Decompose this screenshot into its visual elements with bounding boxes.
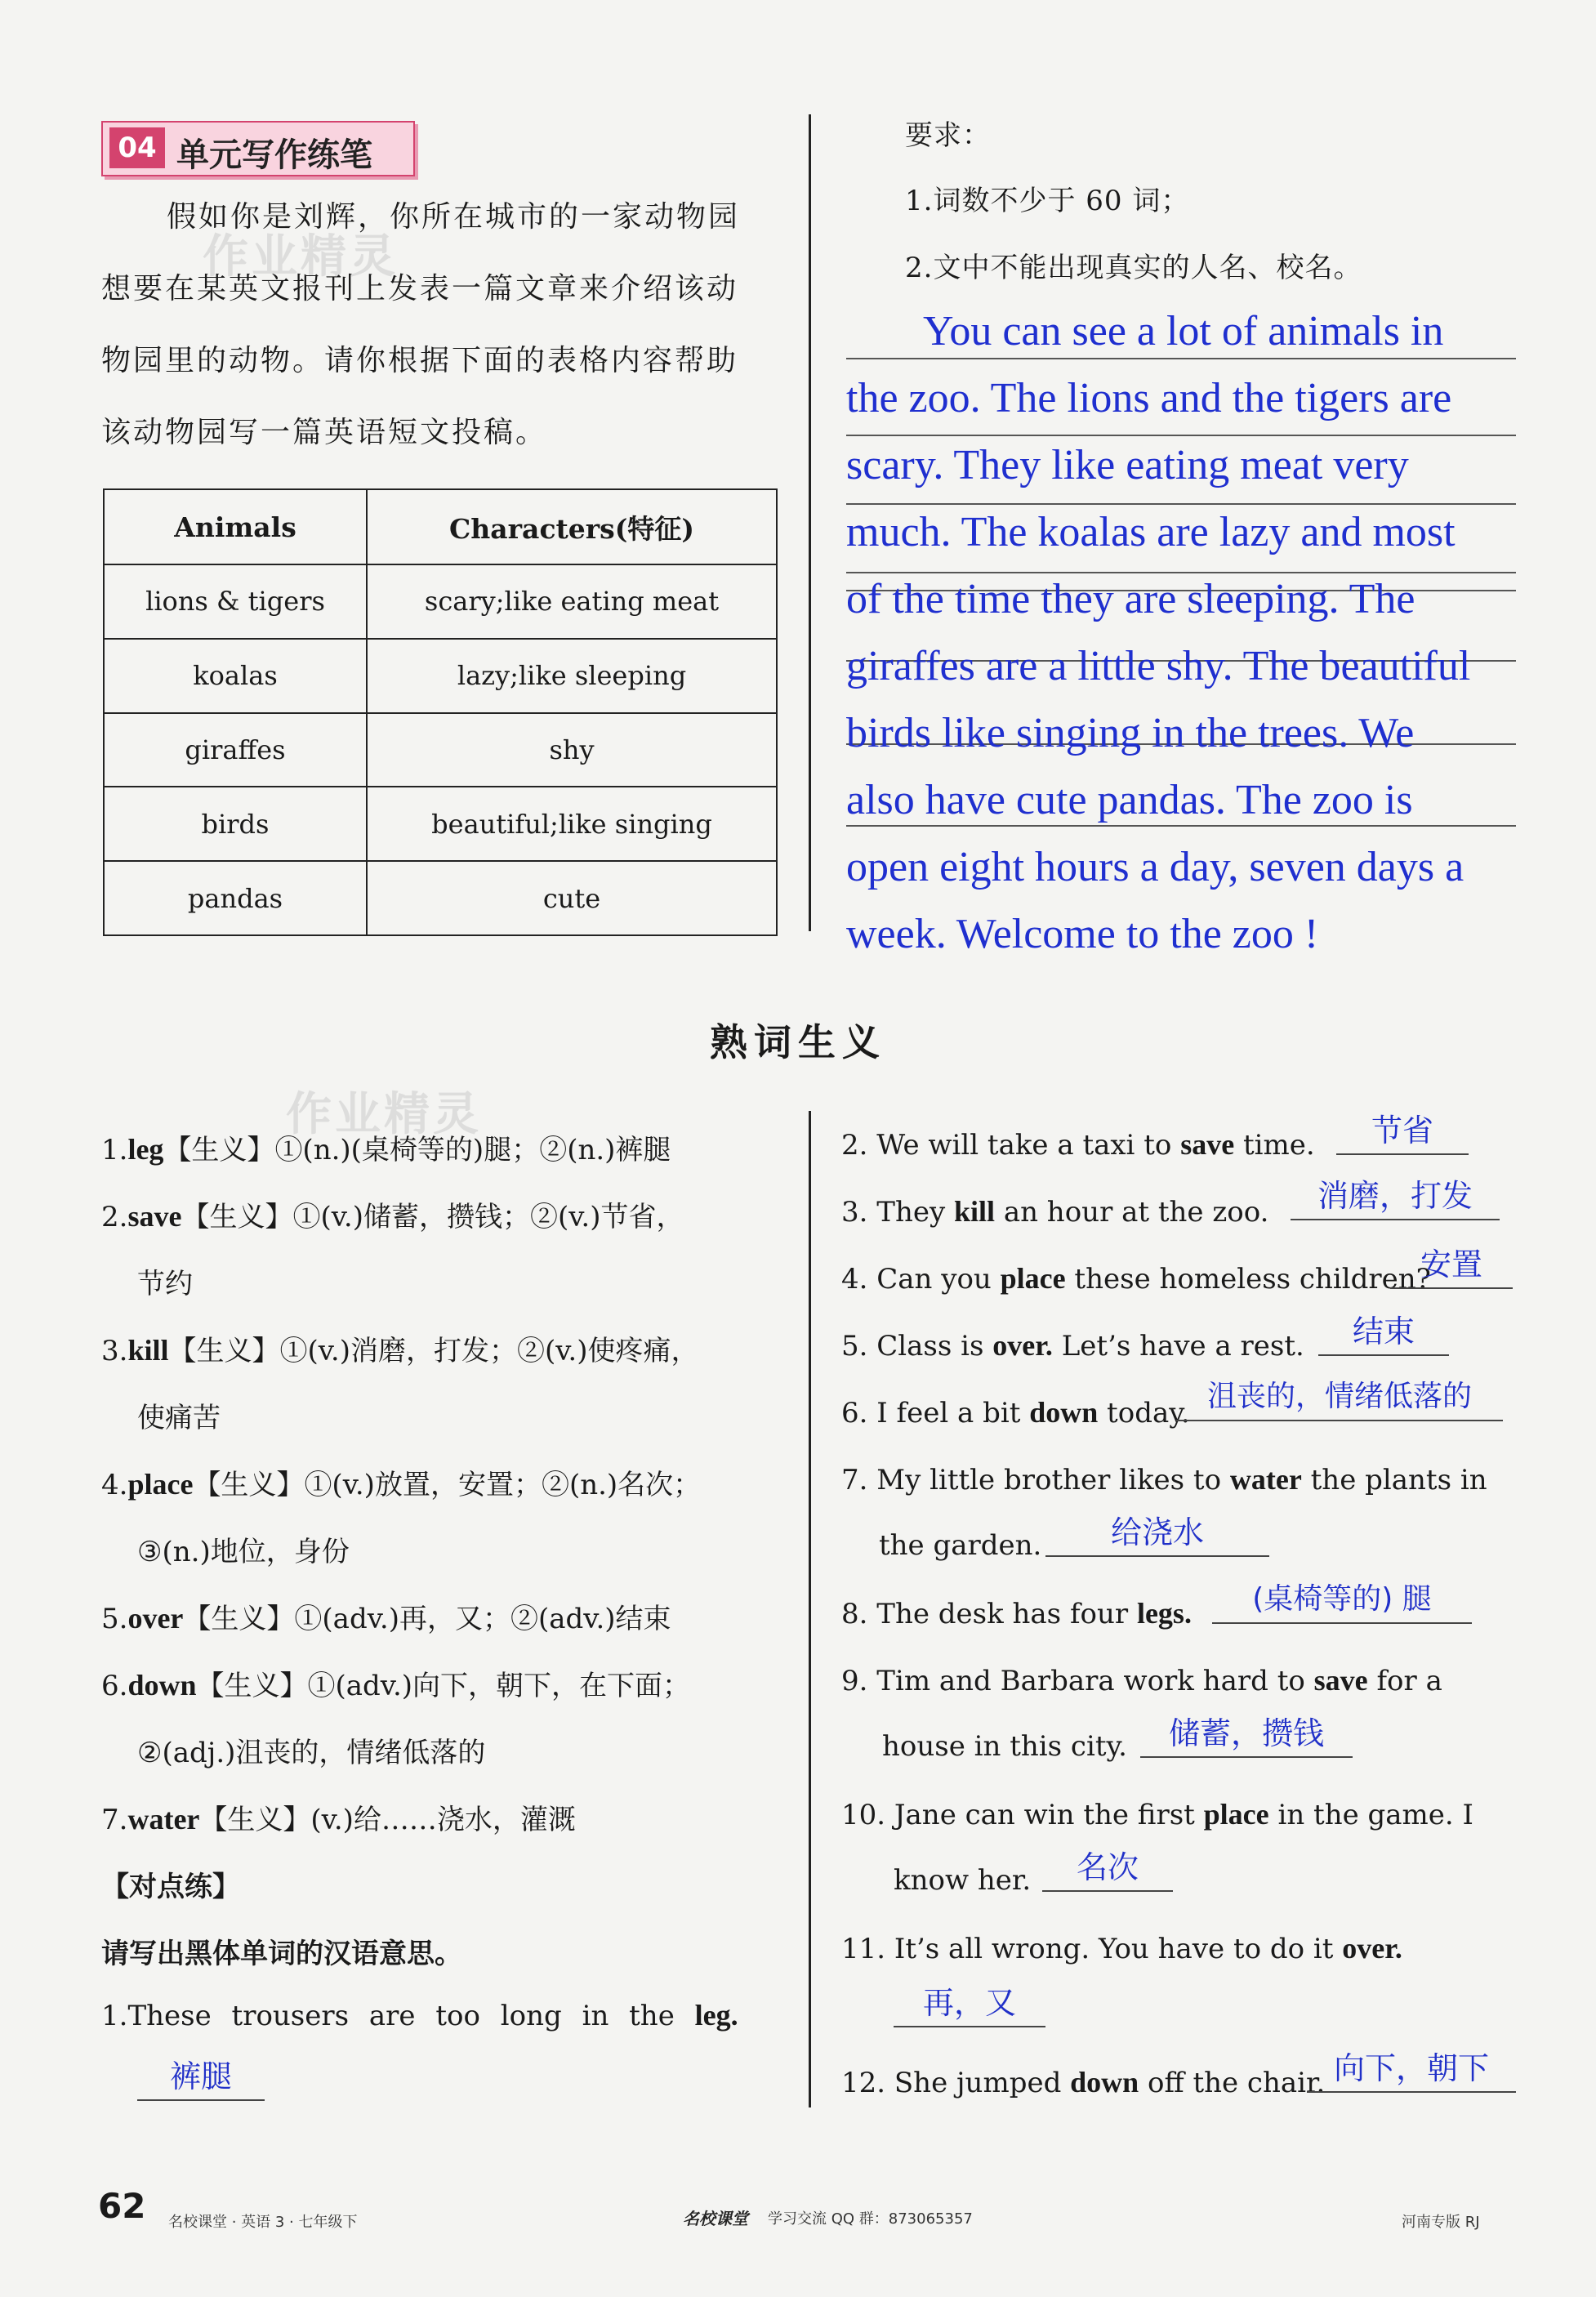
definition-item: 5.over【生义】①(adv.)再，又；②(adv.)结束: [101, 1602, 671, 1635]
prompt-line: 该动物园写一篇英语短文投稿。: [101, 416, 548, 449]
table-cell: pandas: [104, 861, 367, 935]
essay-line: giraffes are a little shy. The beautiful: [846, 643, 1471, 689]
table-cell: lazy;like sleeping: [367, 639, 777, 713]
vocab-section-title: 熟词生义: [710, 1020, 886, 1064]
footer-left: 名校课堂 · 英语 3 · 七年级下: [168, 2214, 358, 2231]
question-item: 11. It’s all wrong. You have to do it over.: [841, 1932, 1402, 1965]
answer-blank[interactable]: 裤腿: [137, 2058, 265, 2101]
table-cell: birds: [104, 787, 367, 861]
question-item: 7. My little brother likes to water the plants in: [841, 1463, 1487, 1496]
essay-line: week. Welcome to the zoo !: [846, 911, 1319, 957]
table-row: [104, 564, 777, 639]
table-row: [104, 713, 777, 787]
answer-blank[interactable]: 沮丧的，情绪低落的: [1176, 1379, 1503, 1421]
definition-item: 6.down【生义】①(adv.)向下，朝下，在下面；: [101, 1669, 691, 1702]
answer-blank[interactable]: 结束: [1318, 1314, 1449, 1356]
footer-right: 河南专版 RJ: [1402, 2214, 1480, 2231]
definition-cont: ②(adj.)沮丧的，情绪低落的: [137, 1737, 486, 1769]
answer-blank[interactable]: 向下，朝下: [1307, 2050, 1516, 2093]
question-item: 12. She jumped down off the chair.: [841, 2066, 1326, 2099]
section-number: 04: [109, 127, 165, 168]
essay-line: open eight hours a day, seven days a: [846, 844, 1464, 890]
watermark: 作业精灵: [203, 230, 399, 283]
prompt-line: 物园里的动物。请你根据下面的表格内容帮助: [101, 344, 739, 377]
question-item: 9. Tim and Barbara work hard to save for a: [841, 1664, 1442, 1697]
prompt-paragraph: [101, 181, 779, 469]
ruled-line: [846, 435, 1516, 436]
ruled-line: [846, 358, 1516, 359]
prompt-line: 假如你是刘辉，你所在城市的一家动物园: [167, 200, 741, 234]
definition-item: 4.place【生义】①(v.)放置，安置；②(n.)名次；: [101, 1468, 702, 1501]
question-item: 8. The desk has four legs.: [841, 1597, 1192, 1630]
practice-instruction: 请写出黑体单词的汉语意思。: [101, 1938, 462, 1970]
definition-item: 7.water【生义】(v.)给……浇水，灌溉: [101, 1803, 576, 1836]
definition-item: 3.kill【生义】①(v.)消磨，打发；②(v.)使疼痛，: [101, 1334, 699, 1367]
watermark: 作业精灵: [286, 1088, 482, 1141]
definition-item: 2.save【生义】①(v.)储蓄，攒钱；②(v.)节省，: [101, 1200, 684, 1233]
practice-tag: 【对点练】: [101, 1871, 240, 1903]
answer-blank[interactable]: (桌椅等的) 腿: [1212, 1581, 1472, 1624]
footer-brand: 名校课堂: [683, 2209, 748, 2228]
answer-blank[interactable]: 名次: [1042, 1849, 1173, 1892]
answer-blank[interactable]: 储蓄，攒钱: [1140, 1715, 1353, 1758]
question-item: 10. Jane can win the first place in the game. I: [841, 1798, 1473, 1831]
animals-table: [103, 488, 778, 936]
section-badge: [101, 121, 415, 176]
table-header: Characters(特征): [367, 489, 777, 564]
table-header: Animals: [104, 489, 367, 564]
column-divider: [809, 1111, 811, 2107]
question-item: 4. Can you place these homeless children?: [841, 1262, 1431, 1296]
answer-blank[interactable]: 再，又: [894, 1985, 1045, 2027]
table-cell: shy: [367, 713, 777, 787]
question-cont: the garden.: [879, 1529, 1042, 1562]
answer-blank[interactable]: 消磨，打发: [1291, 1178, 1500, 1220]
definition-item: 1.leg【生义】①(n.)(桌椅等的)腿；②(n.)裤腿: [101, 1133, 671, 1166]
question-item: 2. We will take a taxi to save time.: [841, 1128, 1315, 1162]
question-cont: house in this city.: [882, 1730, 1127, 1763]
ruled-line: [846, 825, 1516, 827]
prompt-line: 想要在某英文报刊上发表一篇文章来介绍该动: [101, 272, 739, 306]
essay-line: also have cute pandas. The zoo is: [846, 777, 1413, 823]
ruled-line: [846, 503, 1516, 505]
table-row: [104, 639, 777, 713]
table-cell: lions & tigers: [104, 564, 367, 639]
requirements-title: 要求：: [905, 119, 991, 152]
answer-blank[interactable]: 给浇水: [1045, 1514, 1269, 1557]
section-title: 单元写作练笔: [176, 136, 372, 174]
essay-line: of the time they are sleeping. The: [846, 576, 1415, 622]
page-number: 62: [98, 2186, 146, 2226]
question-cont: know her.: [894, 1864, 1032, 1897]
column-divider: [809, 114, 811, 931]
table-cell: cute: [367, 861, 777, 935]
requirement-item: 1.词数不少于 60 词；: [905, 185, 1190, 217]
answer-blank[interactable]: 节省: [1336, 1113, 1469, 1155]
question-item: 3. They kill an hour at the zoo.: [841, 1195, 1269, 1229]
table-row: [104, 861, 777, 935]
footer-middle: 学习交流 QQ 群：873065357: [768, 2210, 973, 2228]
essay-line: scary. They like eating meat very: [846, 442, 1409, 488]
definition-cont: 节约: [137, 1268, 193, 1300]
definition-cont: 使痛苦: [137, 1402, 221, 1434]
table-cell: beautiful;like singing: [367, 787, 777, 861]
table-row: [104, 787, 777, 861]
answer-blank[interactable]: 安置: [1390, 1247, 1513, 1289]
essay-line: You can see a lot of animals in: [923, 308, 1444, 355]
question-item: 5. Class is over. Let’s have a rest.: [841, 1329, 1304, 1363]
table-cell: giraffes: [104, 713, 367, 787]
essay-line: the zoo. The lions and the tigers are: [846, 375, 1452, 421]
table-cell: koalas: [104, 639, 367, 713]
definition-cont: ③(n.)地位，身份: [137, 1536, 350, 1568]
essay-line: much. The koalas are lazy and most: [846, 509, 1456, 555]
table-cell: scary;like eating meat: [367, 564, 777, 639]
requirement-item: 2.文中不能出现真实的人名、校名。: [905, 252, 1362, 284]
question-item: 1.These trousers are too long in the leg.: [101, 1999, 738, 2032]
ruled-line: [846, 572, 1516, 573]
question-item: 6. I feel a bit down today.: [841, 1396, 1190, 1429]
essay-line: birds like singing in the trees. We: [846, 710, 1415, 756]
